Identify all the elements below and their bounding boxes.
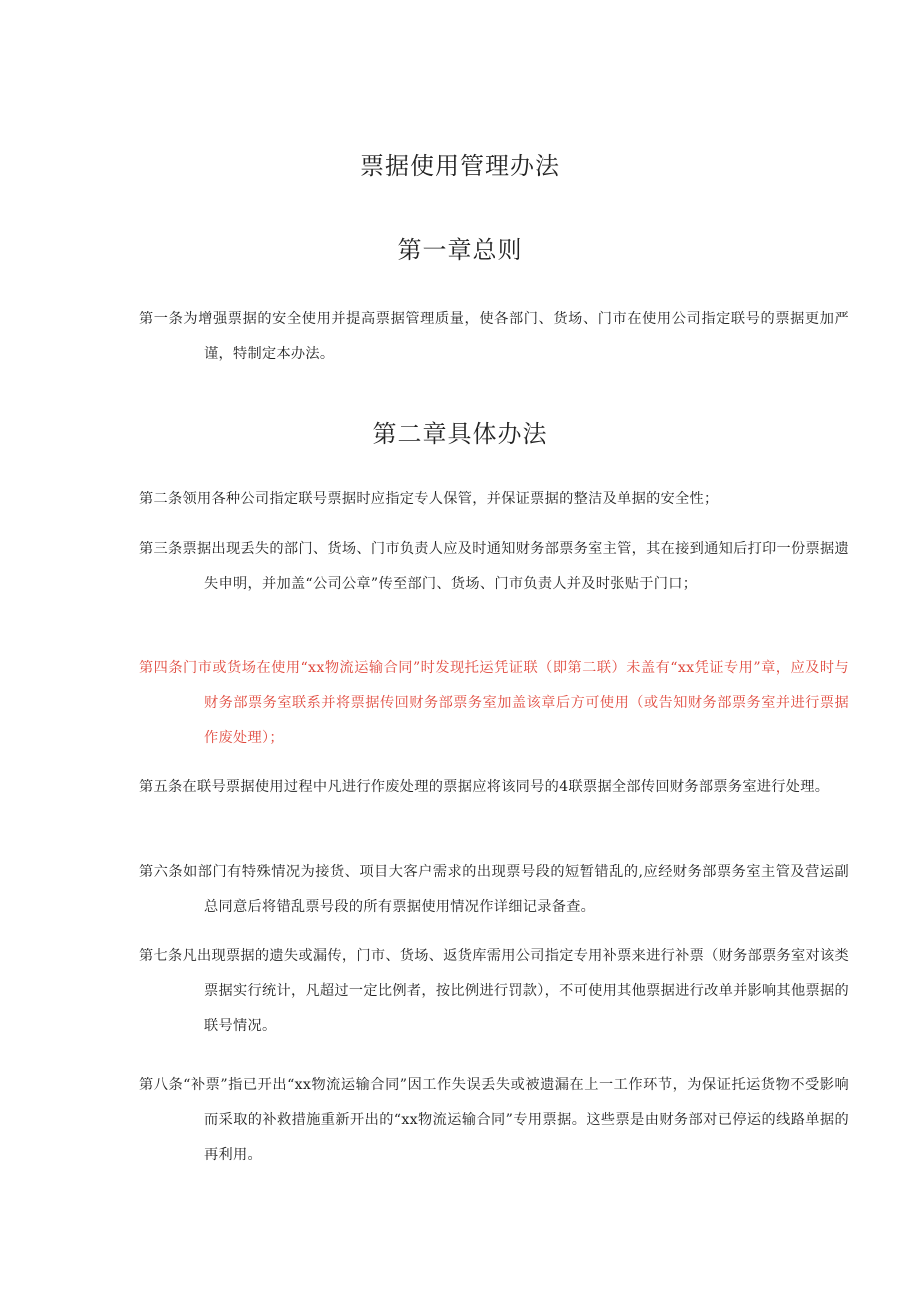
article-4-highlighted: 第四条门市或货场在使用“xx物流运输合同”时发现托运凭证联（即第二联）未盖有“xx凭证专用”章，应及时与财务部票务室联系并将票据传回财务部票务室加盖该章后方可使用（或告知财务部票务室并进行票据作废处理）； [139, 660, 849, 746]
article-8: 第八条“补票”指已开出“xx物流运输合同”因工作失误丢失或被遗漏在上一工作环节，为保证托运货物不受影响而采取的补救措施重新开出的“xx物流运输合同”专用票据。这些票是由财务部对已停运的线路单据的再利用。 [139, 1077, 849, 1163]
article-3: 第三条票据出现丢失的部门、货场、门市负责人应及时通知财务部票务室主管，其在接到通知后打印一份票据遗失申明，并加盖“公司公章”传至部门、货场、门市负责人并及时张贴于门口； [139, 541, 849, 592]
document-title: 票据使用管理办法 [360, 152, 560, 180]
article-1: 第一条为增强票据的安全使用并提高票据管理质量，使各部门、货场、门市在使用公司指定联号的票据更加严谨，特制定本办法。 [139, 311, 849, 362]
article-6: 第六条如部门有特殊情况为接货、项目大客户需求的出现票号段的短暂错乱的,应经财务部票务室主管及营运副总同意后将错乱票号段的所有票据使用情况作详细记录备查。 [139, 864, 849, 915]
chapter-2-heading: 第二章具体办法 [372, 420, 548, 448]
chapter-1-heading: 第一章总则 [397, 236, 523, 264]
article-7: 第七条凡出现票据的遗失或漏传，门市、货场、返货库需用公司指定专用补票来进行补票（财务部票务室对该类票据实行统计，凡超过一定比例者，按比例进行罚款），不可使用其他票据进行改单并影响其他票据的联号情况。 [139, 948, 849, 1034]
article-5: 第五条在联号票据使用过程中凡进行作废处理的票据应将该同号的4联票据全部传回财务部票务室进行处理。 [139, 779, 830, 795]
article-2: 第二条领用各种公司指定联号票据时应指定专人保管，并保证票据的整洁及单据的安全性； [139, 491, 719, 507]
